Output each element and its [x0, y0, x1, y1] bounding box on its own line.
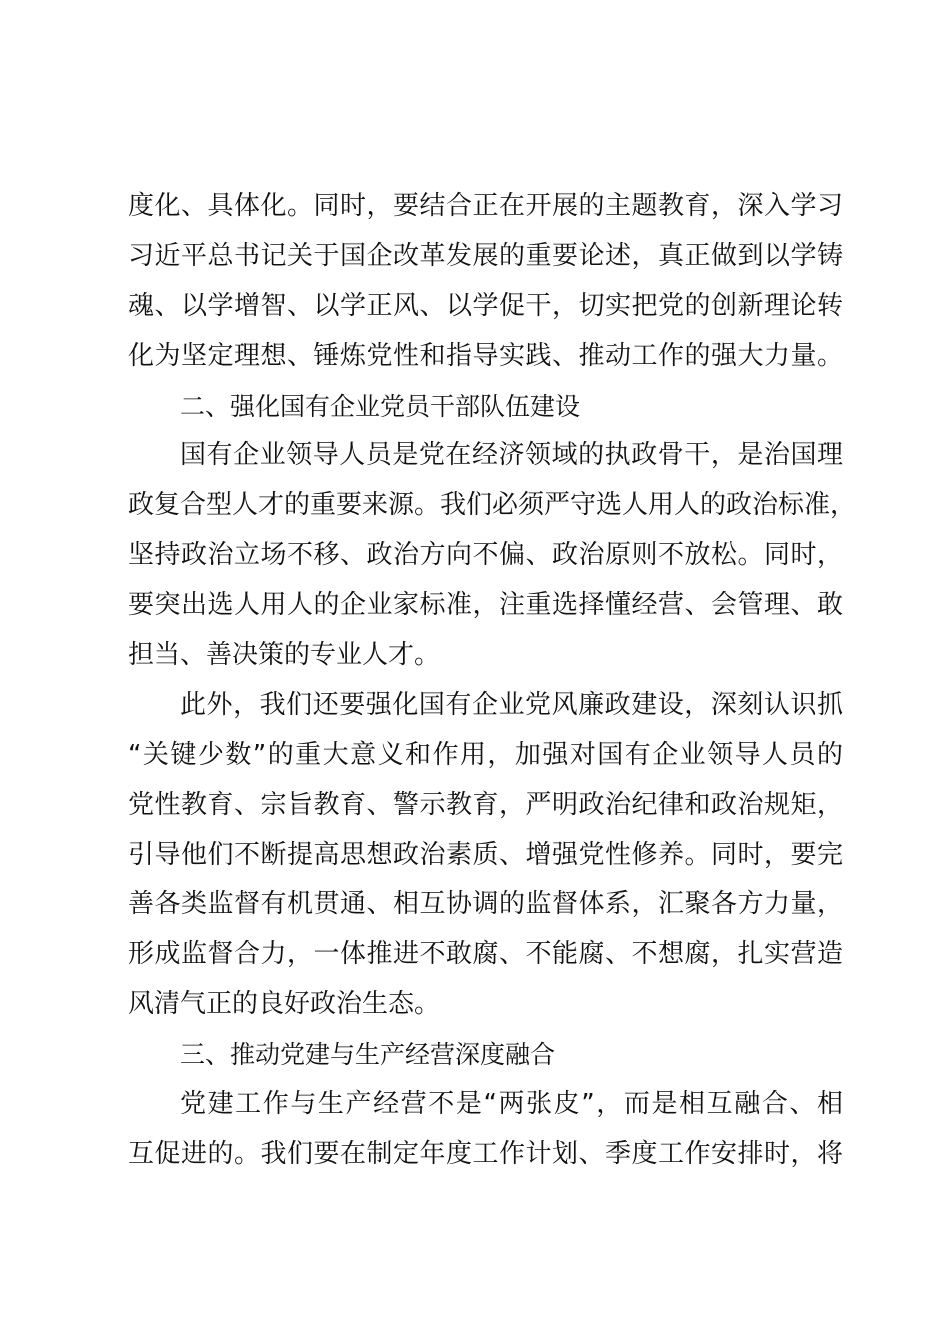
text-line: 化为坚定理想、锤炼党性和指导实践、推动工作的强大力量。 [128, 340, 843, 371]
section-heading: 二、强化国有企业党员干部队伍建设 [180, 391, 581, 421]
text-line: 善各类监督有机贯通、相互协调的监督体系，汇聚各方力量， [128, 889, 843, 920]
text-line: 习近平总书记关于国企改革发展的重要论述，真正做到以学铸 [128, 240, 843, 271]
text-line: “关键少数”的重大意义和作用，加强对国有企业领导人员的 [128, 739, 843, 770]
section-heading: 三、推动党建与生产经营深度融合 [180, 1040, 556, 1070]
document-body [128, 182, 857, 1180]
text-line: 形成监督合力，一体推进不敢腐、不能腐、不想腐，扎实营造 [128, 939, 843, 970]
text-line: 坚持政治立场不移、政治方向不偏、政治原则不放松。同时， [128, 540, 843, 571]
text-line: 风清气正的良好政治生态。 [128, 989, 441, 1020]
text-line: 度化、具体化。同时，要结合正在开展的主题教育，深入学习 [128, 191, 843, 221]
text-line: 要突出选人用人的企业家标准，注重选择懂经营、会管理、敢 [128, 590, 843, 621]
text-line: 互促进的。我们要在制定年度工作计划、季度工作安排时，将 [128, 1138, 843, 1169]
text-line: 此外，我们还要强化国有企业党风廉政建设，深刻认识抓 [180, 689, 843, 720]
text-line: 政复合型人才的重要来源。我们必须严守选人用人的政治标准， [128, 490, 857, 521]
text-line: 担当、善决策的专业人才。 [128, 640, 441, 671]
text-line: 魂、以学增智、以学正风、以学促干，切实把党的创新理论转 [128, 290, 843, 321]
text-line: 国有企业领导人员是党在经济领域的执政骨干，是治国理 [180, 440, 843, 471]
text-line: 党建工作与生产经营不是“两张皮”，而是相互融合、相 [180, 1089, 843, 1120]
text-line: 党性教育、宗旨教育、警示教育，严明政治纪律和政治规矩， [128, 789, 843, 820]
text-line: 引导他们不断提高思想政治素质、增强党性修养。同时，要完 [128, 839, 843, 870]
